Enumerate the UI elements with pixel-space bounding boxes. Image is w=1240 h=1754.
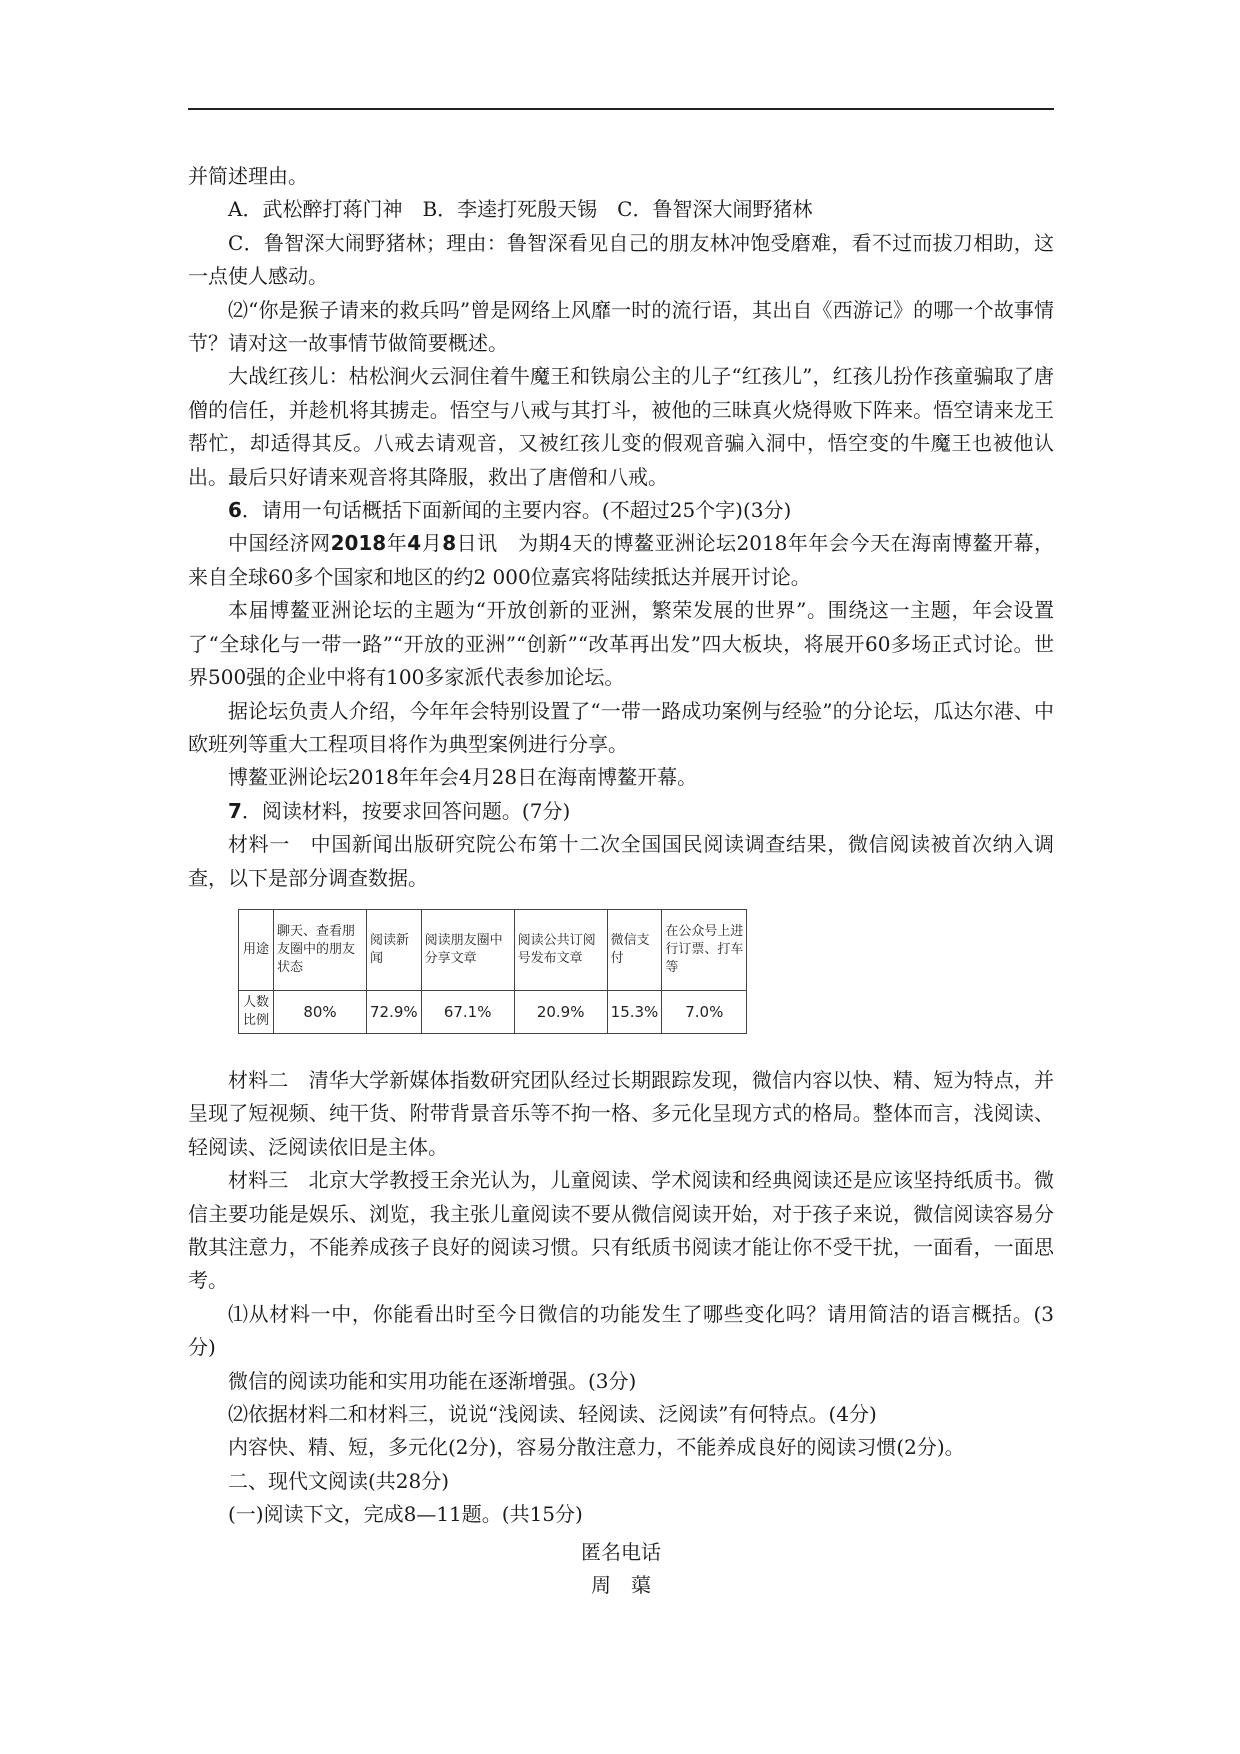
question-text: ．请用一句话概括下面新闻的主要内容。(不超过25个字)(3分) bbox=[241, 498, 792, 523]
table-header-cell bbox=[367, 909, 422, 990]
document-body bbox=[188, 160, 1054, 1602]
news-source: 中国经济网 bbox=[228, 531, 331, 556]
question-number: 7 bbox=[228, 798, 242, 823]
table-row bbox=[239, 909, 747, 990]
table-cell: 20.9% bbox=[514, 990, 607, 1033]
purpose-text: 阅读新闻 bbox=[370, 932, 410, 966]
table-cell: 72.9% bbox=[367, 990, 422, 1033]
news-paragraph-2: 本届博鳌亚洲论坛的主题为“开放创新的亚洲，繁荣发展的世界”。围绕这一主题，年会设置了“全球化与一带一路”“开放的亚洲”“创新”“改革再出发”四大板块，将展开60多场正式讨论。世界500强的企业中将有100多家派代表参加论坛。 bbox=[188, 598, 1054, 690]
table-cell: 67.1% bbox=[421, 990, 514, 1033]
news-text: 月 bbox=[421, 531, 443, 556]
table-cell: 80% bbox=[274, 990, 367, 1033]
material-1: 材料一 中国新闻出版研究院公布第十二次全国国民阅读调查结果，微信阅读被首次纳入调查，以下是部分调查数据。 bbox=[188, 832, 1054, 890]
section-heading: 二、现代文阅读(共28分) bbox=[228, 1468, 450, 1493]
table-header-cell bbox=[662, 909, 747, 990]
answer-paragraph: 大战红孩儿：枯松涧火云洞住着牛魔王和铁扇公主的儿子“红孩儿”，红孩儿扮作孩童骗取了唐僧的信任，并趁机将其掳走。悟空与八戒与其打斗，被他的三昧真火烧得败下阵来。悟空请来龙王帮忙，却适得其反。八戒去请观音，又被红孩儿变的假观音骗入洞中，悟空变的牛魔王也被他认出。最后只好请来观音将其降服，救出了唐僧和八戒。 bbox=[188, 364, 1054, 489]
question-7 bbox=[188, 795, 1054, 828]
choice-options: A．武松醉打蒋门神 B．李逵打死殷天锡 C．鲁智深大闹野猪林 bbox=[228, 197, 813, 222]
purpose-text: 聊天、查看朋友圈中的朋友状态 bbox=[277, 923, 356, 975]
purpose-text: 阅读公共订阅号发布文章 bbox=[517, 932, 596, 966]
table-row-label: 人数比例 bbox=[239, 990, 274, 1033]
answer-paragraph: 微信的阅读功能和实用功能在逐渐增强。(3分) bbox=[228, 1368, 637, 1393]
sub-question-1: ⑴从材料一中，你能看出时至今日微信的功能发生了哪些变化吗？请用简洁的语言概括。(3分) bbox=[188, 1301, 1054, 1360]
news-paragraph-1 bbox=[188, 527, 1054, 594]
sub-question-2: ⑵依据材料二和材料三，说说“浅阅读、轻阅读、泛阅读”有何特点。(4分) bbox=[228, 1402, 877, 1426]
section-subheading: (一)阅读下文，完成8—11题。(共15分) bbox=[228, 1502, 583, 1527]
article-author: 周 蕖 bbox=[591, 1573, 651, 1598]
header-rule bbox=[188, 108, 1054, 110]
paragraph: 并简述理由。 bbox=[188, 164, 308, 188]
question-paragraph: ⑵“你是猴子请来的救兵吗”曾是网络上风靡一时的流行语，其出自《西游记》的哪一个故事情节？请对这一故事情节做简要概述。 bbox=[188, 297, 1054, 356]
news-paragraph-3: 据论坛负责人介绍，今年年会特别设置了“一带一路成功案例与经验”的分论坛，瓜达尔港、中欧班列等重大工程项目将作为典型案例进行分享。 bbox=[188, 698, 1054, 756]
material-2: 材料二 清华大学新媒体指数研究团队经过长期跟踪发现，微信内容以快、精、短为特点，并呈现了短视频、纯干货、附带背景音乐等不拘一格、多元化呈现方式的格局。整体而言，浅阅读、轻阅读、泛阅读依旧是主体。 bbox=[188, 1067, 1054, 1159]
news-text: 日讯 为期4天的博鳌亚洲论坛2018年年会今天在海南博鳌开幕，来自全球60多个国家和地区的约2 000位嘉宾将陆续抵达并展开讨论。 bbox=[188, 531, 1055, 589]
question-number: 6 bbox=[228, 498, 242, 523]
table-header-cell bbox=[274, 909, 367, 990]
question-6 bbox=[188, 494, 1054, 527]
news-day: 8 bbox=[442, 531, 457, 556]
news-year: 2018 bbox=[330, 531, 387, 556]
news-text: 年 bbox=[386, 531, 408, 556]
news-month: 4 bbox=[407, 531, 422, 556]
table-header-cell bbox=[514, 909, 607, 990]
purpose-text: 在公众号上进行订票、打车等 bbox=[665, 923, 744, 975]
survey-table-wrapper bbox=[238, 909, 1054, 1034]
table-cell: 15.3% bbox=[607, 990, 662, 1033]
survey-table bbox=[238, 909, 747, 1034]
purpose-text: 阅读朋友圈中分享文章 bbox=[424, 932, 503, 966]
table-header-label: 用途 bbox=[239, 909, 274, 990]
answer-paragraph: C．鲁智深大闹野猪林；理由：鲁智深看见自己的朋友林冲饱受磨难，看不过而拔刀相助，这一点使人感动。 bbox=[188, 230, 1054, 289]
table-header-cell bbox=[421, 909, 514, 990]
article-title: 匿名电话 bbox=[581, 1539, 661, 1564]
answer-paragraph: 博鳌亚洲论坛2018年年会4月28日在海南博鳌开幕。 bbox=[228, 765, 698, 790]
material-3: 材料三 北京大学教授王余光认为，儿童阅读、学术阅读和经典阅读还是应该坚持纸质书。微信主要功能是娱乐、浏览，我主张儿童阅读不要从微信阅读开始，对于孩子来说，微信阅读容易分散其注意力，不能养成孩子良好的阅读习惯。只有纸质书阅读才能让你不受干扰，一面看，一面思考。 bbox=[188, 1168, 1054, 1293]
question-text: ．阅读材料，按要求回答问题。(7分) bbox=[241, 798, 571, 823]
purpose-text: 微信支付 bbox=[610, 932, 650, 966]
answer-paragraph: 内容快、精、短，多元化(2分)，容易分散注意力，不能养成良好的阅读习惯(2分)。 bbox=[228, 1435, 965, 1460]
table-cell: 7.0% bbox=[662, 990, 747, 1033]
table-header-cell bbox=[607, 909, 662, 990]
table-row bbox=[239, 990, 747, 1033]
